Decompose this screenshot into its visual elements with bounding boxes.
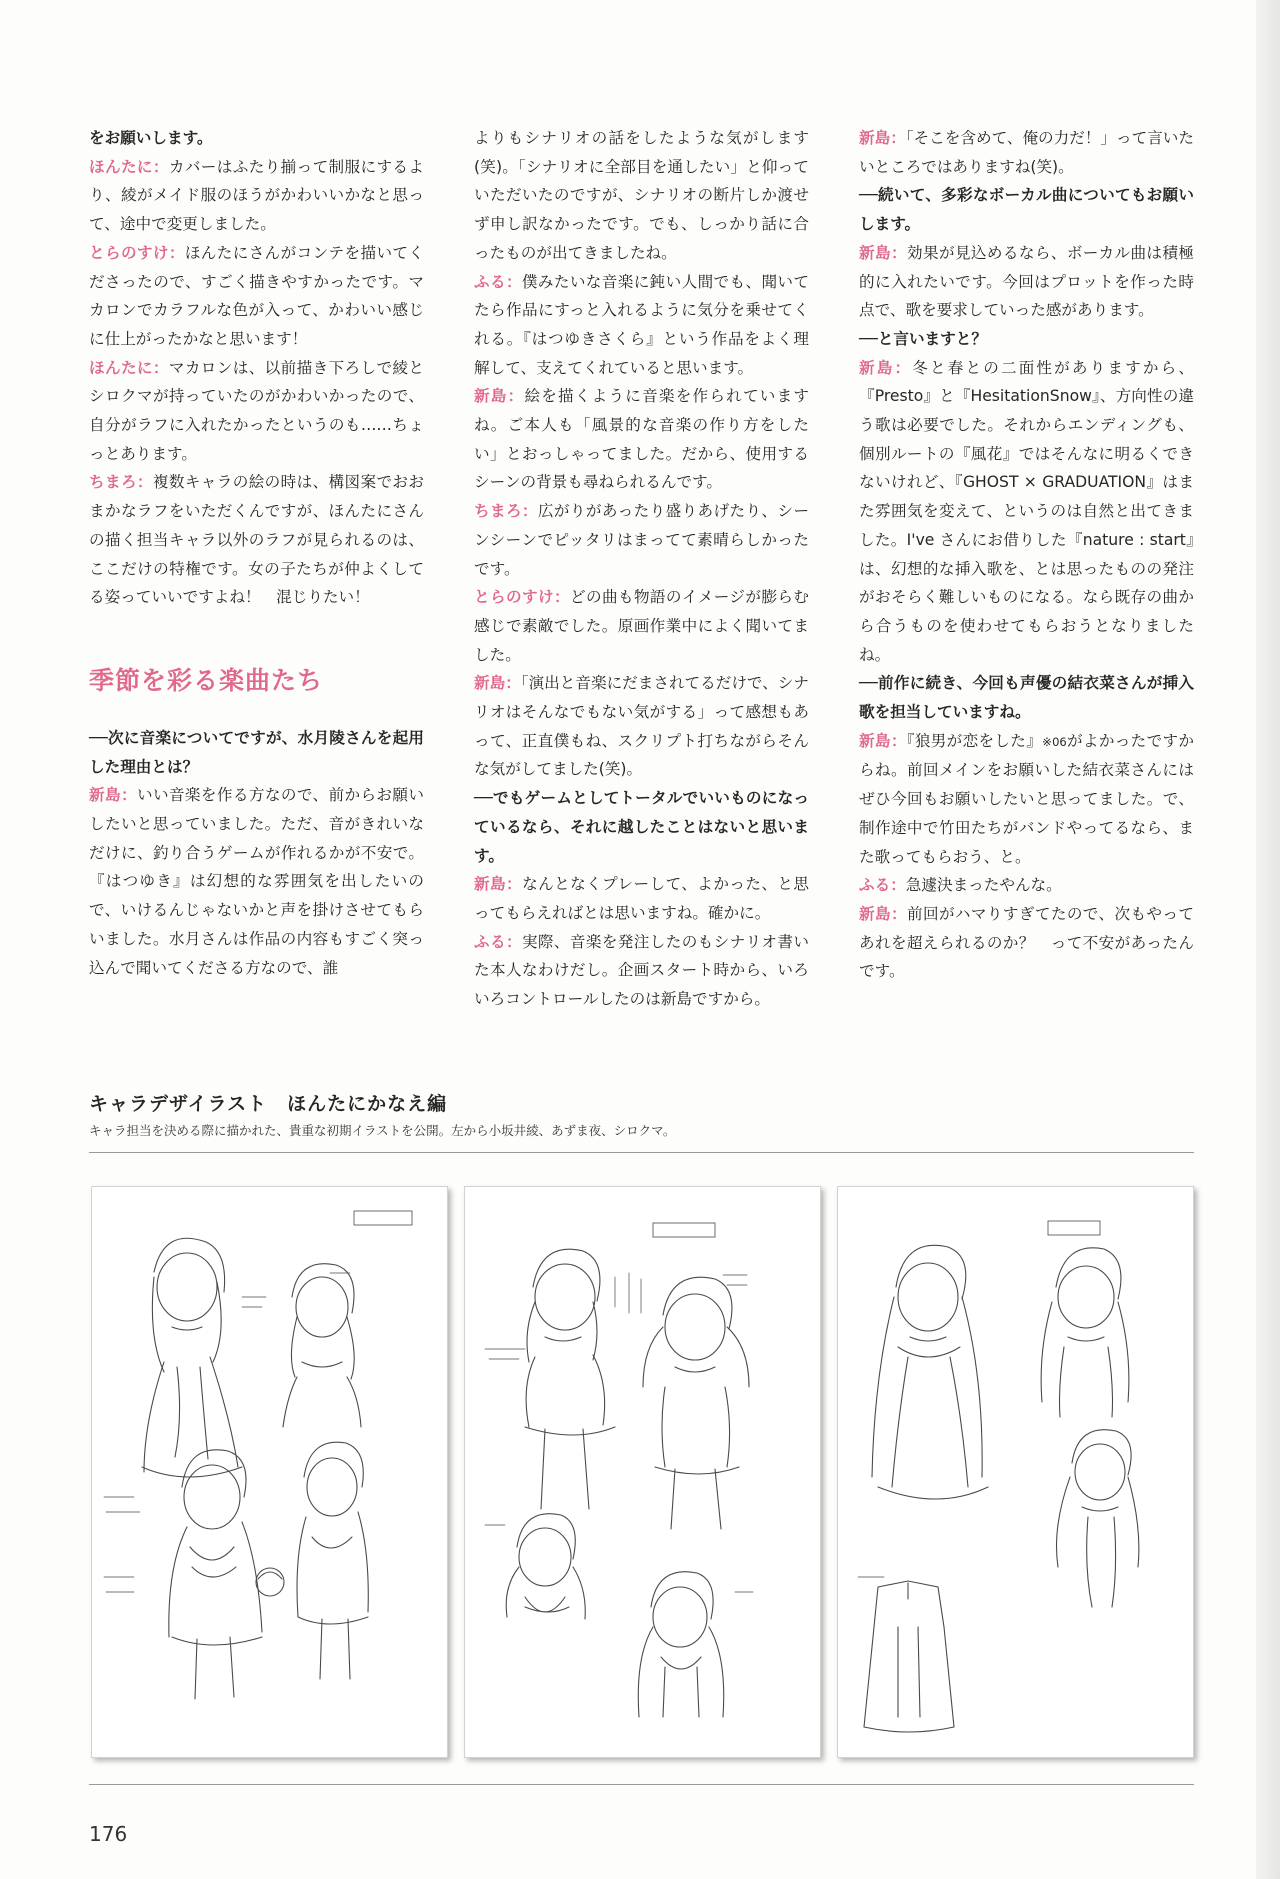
text-column-1 xyxy=(89,124,424,982)
paragraph xyxy=(474,382,809,497)
paragraph xyxy=(859,124,1194,181)
paragraph-text: いい音楽を作る方なので、前からお願いしたいと思っていました。ただ、音がきれいなだけに、釣り合うゲームが作れるかが不安で。『はつゆき』は幻想的な雰囲気を出したいので、いけるんじゃないかと声を掛けさせてもらいました。水月さんは作品の内容もすごく突っ込んで聞いてくださる方なので、誰 xyxy=(89,786,424,977)
speaker-name: 新島： xyxy=(474,387,525,406)
speaker-name: ほんたに： xyxy=(89,157,169,176)
paragraph xyxy=(89,124,424,153)
divider xyxy=(89,1784,1194,1785)
paragraph-text: どの曲も物語のイメージが膨らむ感じで素敵でした。原画作業中によく聞いてました。 xyxy=(474,588,809,664)
paragraph-text: 前回がハマりすぎてたので、次もやってあれを超えられるのか？ って不安があったんです。 xyxy=(859,904,1194,981)
speaker-name: とらのすけ： xyxy=(474,588,570,607)
page-number: 176 xyxy=(89,1822,128,1846)
paragraph xyxy=(89,239,424,354)
speaker-name: 新島： xyxy=(89,786,137,805)
paragraph xyxy=(859,727,1194,872)
speaker-name: ふる： xyxy=(474,272,522,291)
sketch-panel-shirokuma xyxy=(837,1186,1194,1758)
character-sketch-image xyxy=(92,1187,447,1757)
character-sketch-image xyxy=(838,1187,1193,1757)
paragraph-text: マカロンは、以前描き下ろしで綾とシロクマが持っていたのがかわいかったので、自分がラフに入れたかったというのも……ちょっとあります。 xyxy=(89,358,424,463)
paragraph-text: 冬と春との二面性がありますから、『Presto』と『HesitationSnow』、方向性の違う歌は必要でした。それからエンディングも、個別ルートの『風花』ではそんなに明るくできないけれど、『GHOST × GRADUATION』はまた雰囲気を変えて、というのは自然と出てきました。I've さんにお借りした『nature : start』は、幻想的な挿入歌を、とは思ったものの発注がおそらく難しいものになる。なら既存の曲から合うものを使わせてもらおうとなりましたね。 xyxy=(859,358,1194,664)
gallery-title: キャラデザイラスト ほんたにかなえ編 xyxy=(89,1093,448,1115)
speaker-name: 新島： xyxy=(859,731,907,750)
paragraph xyxy=(474,124,809,268)
paragraph xyxy=(89,354,424,469)
paragraph xyxy=(474,870,809,927)
paragraph-text: をお願いします。 xyxy=(89,129,213,147)
paragraph-text: がよかったですからね。前回メインをお願いした結衣菜さんにはぜひ今回もお願いしたいと思ってました。で、制作途中で竹田たちがバンドやってるなら、また歌ってもらおう、と。 xyxy=(859,731,1194,866)
text-column-3 xyxy=(859,124,1194,986)
speaker-name: ちまろ： xyxy=(89,473,153,492)
speaker-name: 新島： xyxy=(859,904,907,923)
paragraph xyxy=(859,871,1194,900)
speaker-name: 新島： xyxy=(859,129,906,147)
interview-question: ──でもゲームとしてトータルでいいものになっているなら、それに越したことはないと思います。 xyxy=(474,789,809,865)
speaker-name: とらのすけ： xyxy=(89,243,185,262)
paragraph xyxy=(859,239,1194,325)
page-edge xyxy=(1256,0,1280,1879)
paragraph-text: よりもシナリオの話をしたような気がします(笑)。「シナリオに全部目を通したい」と仰っていただいたのですが、シナリオの断片しか渡せず申し訳なかったです。でも、しっかり話に合ったものが出てきましたね。 xyxy=(474,129,809,262)
speaker-name: 新島： xyxy=(859,358,913,377)
paragraph xyxy=(89,153,424,239)
paragraph-text: カバーはふたり揃って制服にするより、綾がメイド服のほうがかわいいかなと思って、途中で変更しました。 xyxy=(89,157,424,234)
paragraph-text: 急遽決まったやんな。 xyxy=(905,876,1062,895)
paragraph xyxy=(474,268,809,383)
paragraph xyxy=(474,583,809,669)
paragraph xyxy=(474,669,809,784)
paragraph xyxy=(89,781,424,982)
speaker-name: ふる： xyxy=(474,932,522,951)
paragraph-text: 「そこを含めて、俺の力だ！」って言いたいところではありますね(笑)。 xyxy=(859,129,1194,176)
sketch-panel-azuma-yoru xyxy=(464,1186,821,1758)
paragraph-text: 絵を描くように音楽を作られていますね。ご本人も「風景的な音楽の作り方をしたい」とおっしゃってました。だから、使用するシーンの背景も尋ねられるんです。 xyxy=(474,387,809,492)
gallery-caption: キャラ担当を決める際に描かれた、貴重な初期イラストを公開。左から小坂井綾、あずま夜、シロクマ。 xyxy=(89,1123,676,1138)
paragraph xyxy=(859,900,1194,986)
paragraph-text: ほんたにさんがコンテを描いてくださったので、すごく描きやすかったです。マカロンでカラフルな色が入って、かわいい感じに仕上がったかなと思います！ xyxy=(89,243,424,348)
paragraph xyxy=(859,354,1194,670)
speaker-name: 新島： xyxy=(474,875,523,894)
paragraph-text: 効果が見込めるなら、ボーカル曲は積極的に入れたいです。今回はプロットを作った時点で、歌を要求していった感があります。 xyxy=(859,243,1194,320)
speaker-name: ほんたに： xyxy=(89,358,169,377)
footnote-ref: ※06 xyxy=(1042,734,1067,749)
section-heading: 季節を彩る楽曲たち xyxy=(89,665,324,695)
speaker-name: 新島： xyxy=(859,243,907,262)
paragraph xyxy=(474,497,809,583)
sketch-panel-kosakai-aya xyxy=(91,1186,448,1758)
paragraph-text: 「演出と音楽にだまされてるだけで、シナリオはそんなでもない気がする」って感想もあって、正直僕もね、スクリプト打ちながらそんな気がしてました(笑)。 xyxy=(474,674,809,779)
interview-question: ──次に音楽についてですが、水月陵さんを起用した理由とは？ xyxy=(89,728,424,776)
paragraph-text: 僕みたいな音楽に鈍い人間でも、聞いてたら作品にすっと入れるように気分を乗せてくれる。『はつゆきさくら』という作品をよく理解して、支えてくれていると思います。 xyxy=(474,272,809,377)
paragraph xyxy=(474,928,809,1014)
paragraph xyxy=(89,468,424,612)
paragraph-text: 複数キャラの絵の時は、構図案でおおまかなラフをいただくんですが、ほんたにさんの描く担当キャラ以外のラフが見られるのは、ここだけの特権です。女の子たちが仲よくしてる姿っていいですよね！ 混じりたい！ xyxy=(89,473,424,607)
divider xyxy=(89,1152,1194,1153)
speaker-name: ふる： xyxy=(859,876,906,895)
paragraph-text: 『狼男が恋をした』 xyxy=(906,731,1043,750)
interview-question: ──と言いますと？ xyxy=(859,329,987,348)
paragraph-text: 広がりがあったり盛りあげたり、シーンシーンでピッタリはまってて素晴らしかったです。 xyxy=(474,502,809,578)
speaker-name: ちまろ： xyxy=(474,502,538,521)
character-sketch-image xyxy=(465,1187,820,1757)
interview-question: ──前作に続き、今回も声優の結衣菜さんが挿入歌を担当していますね。 xyxy=(859,674,1194,722)
interview-question: ──続いて、多彩なボーカル曲についてもお願いします。 xyxy=(859,186,1194,234)
paragraph-text: なんとなくプレーして、よかった、と思ってもらえればとは思いますね。確かに。 xyxy=(474,875,809,922)
text-column-2 xyxy=(474,124,809,1014)
speaker-name: 新島： xyxy=(474,674,521,693)
paragraph-text: 実際、音楽を発注したのもシナリオ書いた本人なわけだし。企画スタート時から、いろいろコントロールしたのは新島ですから。 xyxy=(474,932,809,1009)
